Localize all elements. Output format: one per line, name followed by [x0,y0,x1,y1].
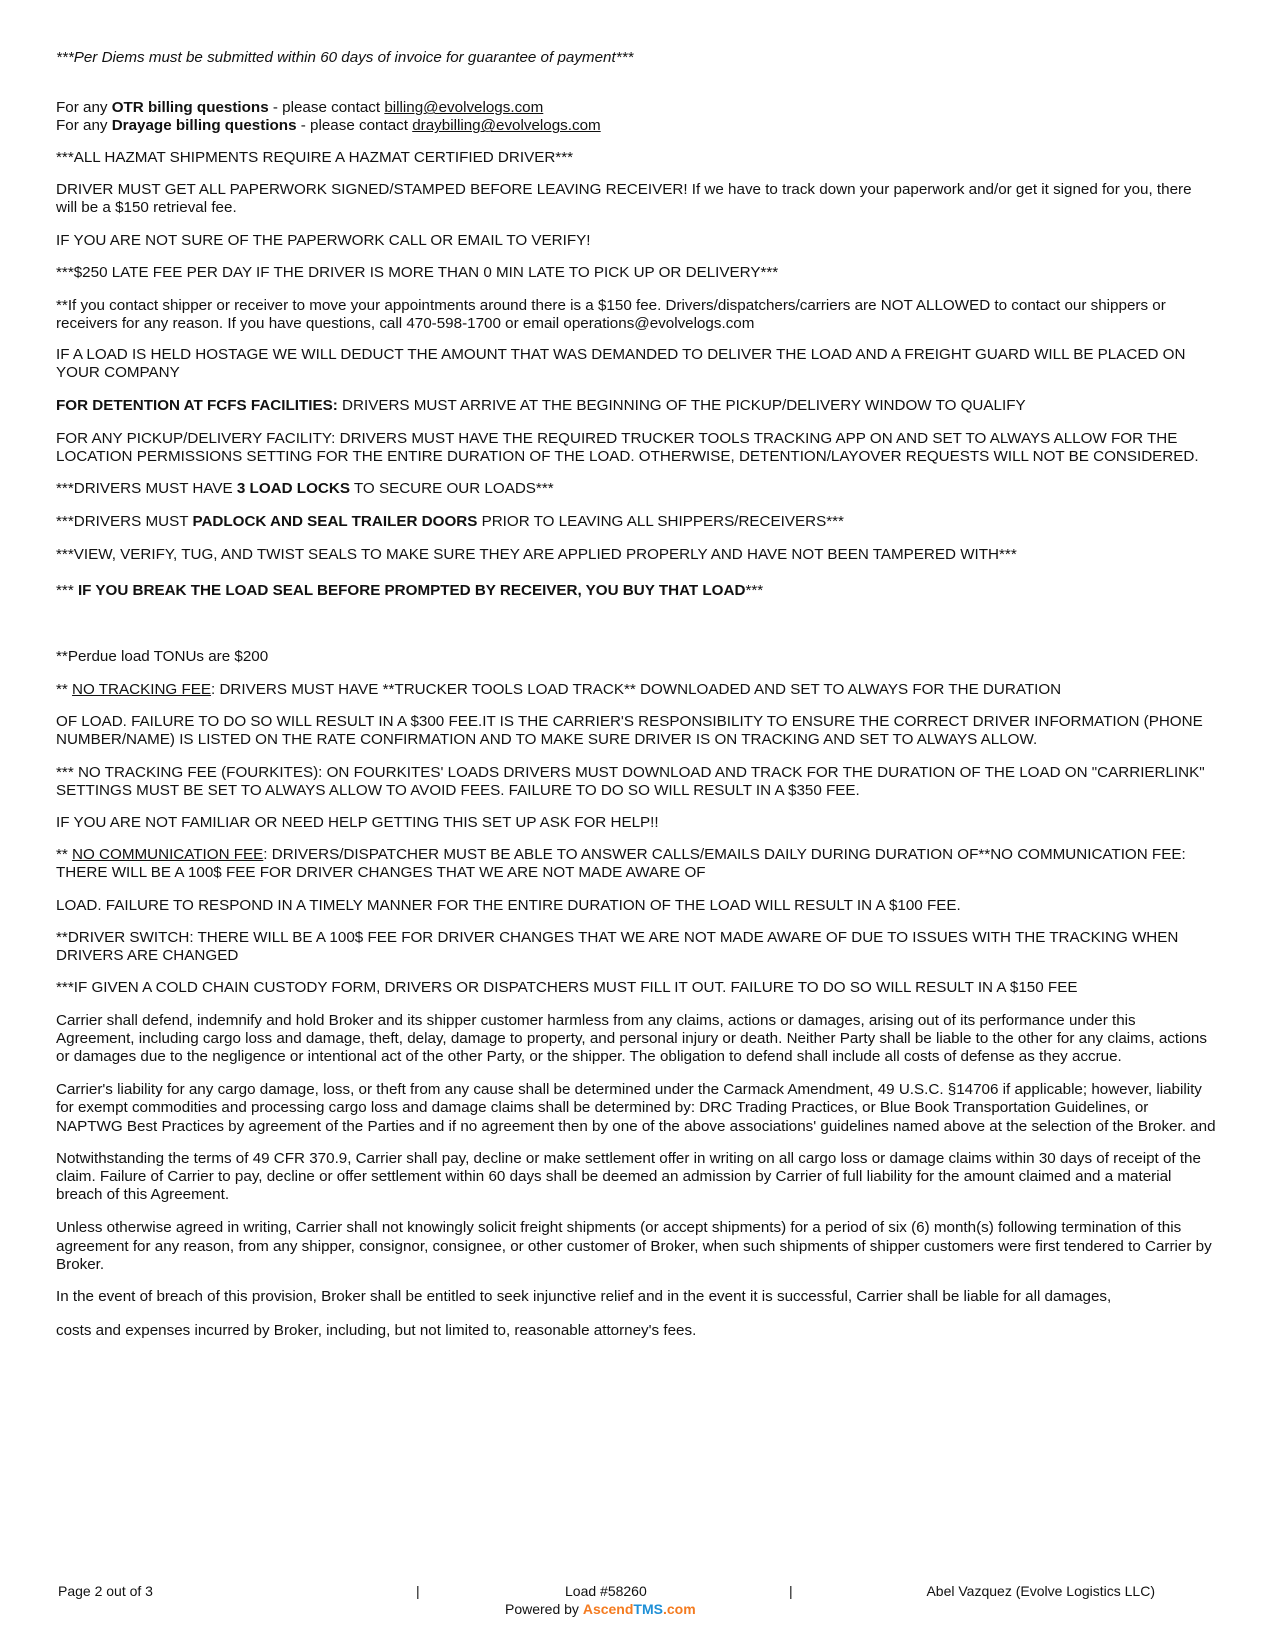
perdue-notice: **Perdue load TONUs are $200 [56,647,269,665]
load-locks-pre: ***DRIVERS MUST HAVE [56,480,237,498]
user-company: Abel Vazquez (Evolve Logistics LLC) [926,1583,1155,1599]
driver-switch-notice: **DRIVER SWITCH: THERE WILL BE A 100$ FEE FOR DRIVER CHANGES THAT WE ARE NOT MADE AWARE OF DUE TO ISSUES WITH THE TRACKING WHEN DRIVERS ARE CHANGED [56,928,1179,965]
dray-bold: Drayage billing questions [111,117,297,135]
no-communication-fee-notice [56,846,1216,882]
padlock-pre: ***DRIVERS MUST [56,513,193,531]
contact-shipper-notice: **If you contact shipper or receiver to move your appointments around there is a $150 fee. Drivers/dispatchers/carriers are NOT ALLOWED to contact our shippers or receivers for any reason. If you have questions, call 470-598-1700 or email operations@evolvelogs.com [56,296,1166,332]
brand-logo [583,1601,696,1617]
costs-paragraph: costs and expenses incurred by Broker, including, but not limited to, reasonable attorney's fees. [56,1322,697,1340]
dray-mid: - please contact [296,117,413,135]
break-seal-bold: IF YOU BREAK THE LOAD SEAL BEFORE PROMPTED BY RECEIVER, YOU BUY THAT LOAD [77,581,746,599]
break-seal-notice [56,582,1216,600]
no-tracking-pre: ** [56,681,73,699]
no-comm-pre: ** [56,846,73,864]
load-locks-bold: 3 LOAD LOCKS [236,480,350,498]
tracking-app-notice: FOR ANY PICKUP/DELIVERY FACILITY: DRIVERS MUST HAVE THE REQUIRED TRUCKER TOOLS TRACKING APP ON AND SET TO ALWAYS ALLOW FOR THE LOCATION PERMISSIONS SETTING FOR THE ENTIRE DURATION OF THE LOAD. OTHERWISE, DETENTION/LAYOVER REQUESTS WILL NOT BE CONSIDERED. [56,429,1199,465]
seals-notice: ***VIEW, VERIFY, TUG, AND TWIST SEALS TO MAKE SURE THEY ARE APPLIED PROPERLY AND HAVE NOT BEEN TAMPERED WITH*** [56,546,1017,564]
break-seal-pre: *** [56,581,78,599]
otr-bold: OTR billing questions [111,99,269,117]
padlock-post: PRIOR TO LEAVING ALL SHIPPERS/RECEIVERS*** [477,513,844,531]
dray-prefix: For any [56,117,112,135]
cold-chain-notice: ***IF GIVEN A COLD CHAIN CUSTODY FORM, DRIVERS OR DISPATCHERS MUST FILL IT OUT. FAILURE TO DO SO WILL RESULT IN A $150 FEE [56,979,1078,997]
late-fee-notice: ***$250 LATE FEE PER DAY IF THE DRIVER IS MORE THAN 0 MIN LATE TO PICK UP OR DELIVERY*** [56,264,779,282]
hazmat-notice: ***ALL HAZMAT SHIPMENTS REQUIRE A HAZMAT CERTIFIED DRIVER*** [56,148,574,166]
brand-tms: TMS [633,1601,663,1617]
otr-mid: - please contact [268,99,385,117]
no-tracking-underline: NO TRACKING FEE [72,681,212,699]
load-number: Load #58260 [565,1583,647,1599]
powered-by [505,1600,696,1618]
load-locks-notice [56,480,1216,498]
paperwork-notice: DRIVER MUST GET ALL PAPERWORK SIGNED/STAMPED BEFORE LEAVING RECEIVER! If we have to track down your paperwork and/or get it signed for you, there will be a $150 retrieval fee. [56,180,1192,217]
indemnify-paragraph: Carrier shall defend, indemnify and hold Broker and its shipper customer harmless from any claims, actions or damages, arising out of its performance under this Agreement, including cargo loss and damage, theft, delay, damage to property, and personal injury or death. Neither Party shall be liable to the other for any claims, actions or damages due to the negligence or intentional act of the other Party, or the shipper. The obligation to defend shall include all costs of defense as they accrue. [56,1011,1207,1065]
padlock-bold: PADLOCK AND SEAL TRAILER DOORS [192,513,478,531]
of-load-notice: OF LOAD. FAILURE TO DO SO WILL RESULT IN A $300 FEE.IT IS THE CARRIER'S RESPONSIBILITY TO ENSURE THE CORRECT DRIVER INFORMATION (PHONE NUMBER/NAME) IS LISTED ON THE RATE CONFIRMATION AND TO MAKE SURE DRIVER IS ON TRACKING AND SET TO ALWAYS ALLOW. [56,713,1203,749]
hostage-notice: IF A LOAD IS HELD HOSTAGE WE WILL DEDUCT THE AMOUNT THAT WAS DEMANDED TO DELIVER THE LOAD AND A FREIGHT GUARD WILL BE PLACED ON YOUR COMPANY [56,346,1186,382]
respond-notice: LOAD. FAILURE TO RESPOND IN A TIMELY MANNER FOR THE ENTIRE DURATION OF THE LOAD WILL RESULT IN A $100 FEE. [56,896,961,914]
brand-com: .com [662,1601,696,1617]
detention-bold: FOR DETENTION AT FCFS FACILITIES: [56,397,338,415]
footer-separator: | [416,1583,420,1599]
no-tracking-post: : DRIVERS MUST HAVE **TRUCKER TOOLS LOAD TRACK** DOWNLOADED AND SET TO ALWAYS FOR THE DURATION [211,681,1062,699]
fourkites-notice: *** NO TRACKING FEE (FOURKITES): ON FOURKITES' LOADS DRIVERS MUST DOWNLOAD AND TRACK FOR THE DURATION OF THE LOAD ON "CARRIERLINK" SETTINGS MUST BE SET TO ALWAYS ALLOW TO AVOID FEES. FAILURE TO DO SO WILL RESULT IN A $350 FEE. [56,763,1205,799]
detention-notice [56,397,1216,415]
padlock-notice [56,513,1216,531]
document-body [56,49,1216,1340]
powered-by-label: Powered by [505,1601,583,1617]
notwithstanding-paragraph: Notwithstanding the terms of 49 CFR 370.9, Carrier shall pay, decline or make settlement offer in writing on all cargo loss or damage claims within 30 days of receipt of the claim. Failure of Carrier to pay, decline or offer settlement within 60 days shall be deemed an admission by Carrier of full liability for the amount claimed and a material breach of this Agreement. [56,1149,1201,1204]
not-sure-notice: IF YOU ARE NOT SURE OF THE PAPERWORK CALL OR EMAIL TO VERIFY! [56,232,591,250]
detention-rest: DRIVERS MUST ARRIVE AT THE BEGINNING OF THE PICKUP/DELIVERY WINDOW TO QUALIFY [337,397,1026,415]
brand-ascend: Ascend [582,1601,634,1617]
footer-separator: | [789,1583,793,1599]
load-locks-post: TO SECURE OUR LOADS*** [349,480,554,498]
per-diems-notice: ***Per Diems must be submitted within 60 days of invoice for guarantee of payment*** [56,49,634,66]
otr-billing-line [56,99,1216,117]
otr-billing-email-link[interactable]: billing@evolvelogs.com [384,99,544,117]
no-tracking-fee-notice [56,681,1216,699]
no-comm-underline: NO COMMUNICATION FEE [72,846,264,864]
no-comm-post: : DRIVERS/DISPATCHER MUST BE ABLE TO ANSWER CALLS/EMAILS DAILY DURING DURATION OF**NO COMMUNICATION FEE: THERE WILL BE A 100$ FEE FOR DRIVER CHANGES THAT WE ARE NOT MADE AWARE OF [56,846,1186,882]
drayage-billing-line [56,117,1216,135]
not-familiar-notice: IF YOU ARE NOT FAMILIAR OR NEED HELP GETTING THIS SET UP ASK FOR HELP!! [56,814,659,832]
page-number: Page 2 out of 3 [58,1583,153,1599]
liability-paragraph: Carrier's liability for any cargo damage, loss, or theft from any cause shall be determined under the Carmack Amendment, 49 U.S.C. §14706 if applicable; however, liability for exempt commodities and processing cargo loss and damage claims shall be determined by: DRC Trading Practices, or Blue Book Transportation Guidelines, or NAPTWG Best Practices by agreement of the Parties and if no agreement then by one of the above associations' guidelines named above at the selection of the Broker. and [56,1081,1216,1135]
breach-paragraph: In the event of breach of this provision, Broker shall be entitled to seek injunctive relief and in the event it is successful, Carrier shall be liable for all damages, [56,1287,1112,1305]
otr-prefix: For any [56,99,112,117]
solicit-paragraph: Unless otherwise agreed in writing, Carrier shall not knowingly solicit freight shipments (or accept shipments) for a period of six (6) month(s) following termination of this agreement for any reason, from any shipper, consignor, consignee, or other customer of Broker, when such shipments of shipper customers were first tendered to Carrier by Broker. [56,1219,1212,1273]
drayage-billing-email-link[interactable]: draybilling@evolvelogs.com [412,117,601,135]
break-seal-post: *** [745,581,764,599]
